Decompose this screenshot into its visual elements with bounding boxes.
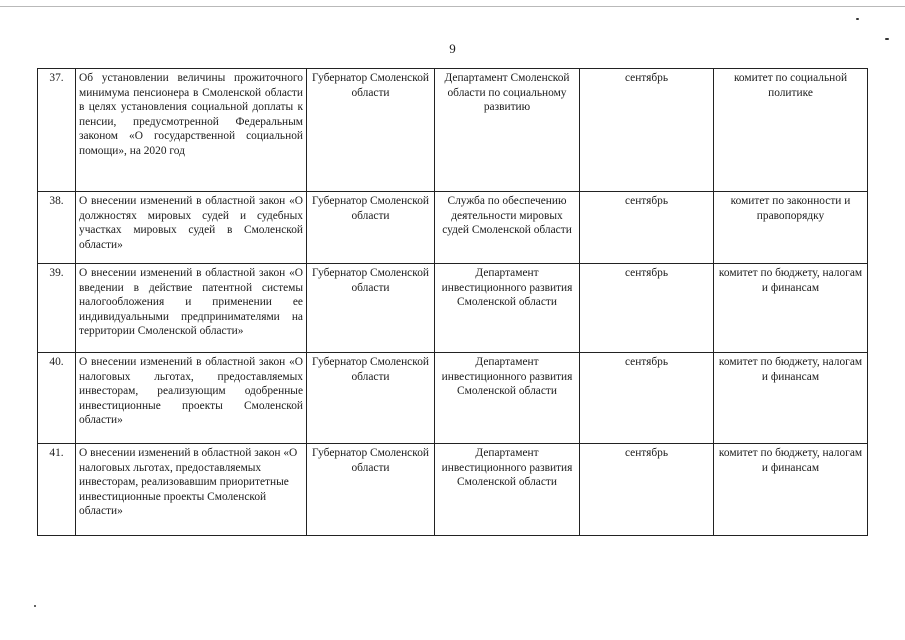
committee: комитет по бюджету, налогам и финансам [714,353,868,444]
row-number: 38. [38,192,76,264]
initiator: Губернатор Смоленской области [307,69,435,192]
table-row [38,353,868,444]
bill-title: О внесении изменений в областной закон «О введении в действие патентной системы налогообложения и применении ее индивидуальными предпринимателями на территории Смоленской области» [76,264,307,353]
scan-speck [885,38,889,40]
initiator: Губернатор Смоленской области [307,444,435,536]
term: сентябрь [580,69,714,192]
developer: Департамент инвестиционного развития Смоленской области [435,353,580,444]
committee: комитет по законности и правопорядку [714,192,868,264]
table-row [38,69,868,192]
term: сентябрь [580,192,714,264]
scan-speck [856,18,859,20]
initiator: Губернатор Смоленской области [307,192,435,264]
developer: Департамент Смоленской области по социальному развитию [435,69,580,192]
bill-title: О внесении изменений в областной закон «О налоговых льготах, предоставляемых инвесторам, реализовавшим приоритетные инвестиционные проекты Смоленской области» [76,444,307,536]
scan-speck [34,605,36,607]
table-row [38,264,868,353]
committee: комитет по социальной политике [714,69,868,192]
row-number: 39. [38,264,76,353]
row-number: 40. [38,353,76,444]
row-number: 37. [38,69,76,192]
table-row [38,192,868,264]
page-number: 9 [449,41,456,56]
committee: комитет по бюджету, налогам и финансам [714,264,868,353]
initiator: Губернатор Смоленской области [307,353,435,444]
legislative-plan-table [37,68,868,536]
term: сентябрь [580,353,714,444]
developer: Департамент инвестиционного развития Смоленской области [435,444,580,536]
bill-title: О внесении изменений в областной закон «О налоговых льготах, предоставляемых инвесторам, реализующим одобренные инвестиционные проекты Смоленской области» [76,353,307,444]
developer: Служба по обеспечению деятельности мировых судей Смоленской области [435,192,580,264]
table-row [38,444,868,536]
bill-title: Об установлении величины прожиточного минимума пенсионера в Смоленской области в целях установления социальной доплаты к пенсии, предусмотренной Федеральным законом «О государственной социальной помощи», на 2020 год [76,69,307,192]
top-scan-rule [0,6,905,7]
term: сентябрь [580,444,714,536]
committee: комитет по бюджету, налогам и финансам [714,444,868,536]
bill-title: О внесении изменений в областной закон «О должностях мировых судей и судебных участках мировых судей в Смоленской области» [76,192,307,264]
term: сентябрь [580,264,714,353]
row-number: 41. [38,444,76,536]
initiator: Губернатор Смоленской области [307,264,435,353]
developer: Департамент инвестиционного развития Смоленской области [435,264,580,353]
